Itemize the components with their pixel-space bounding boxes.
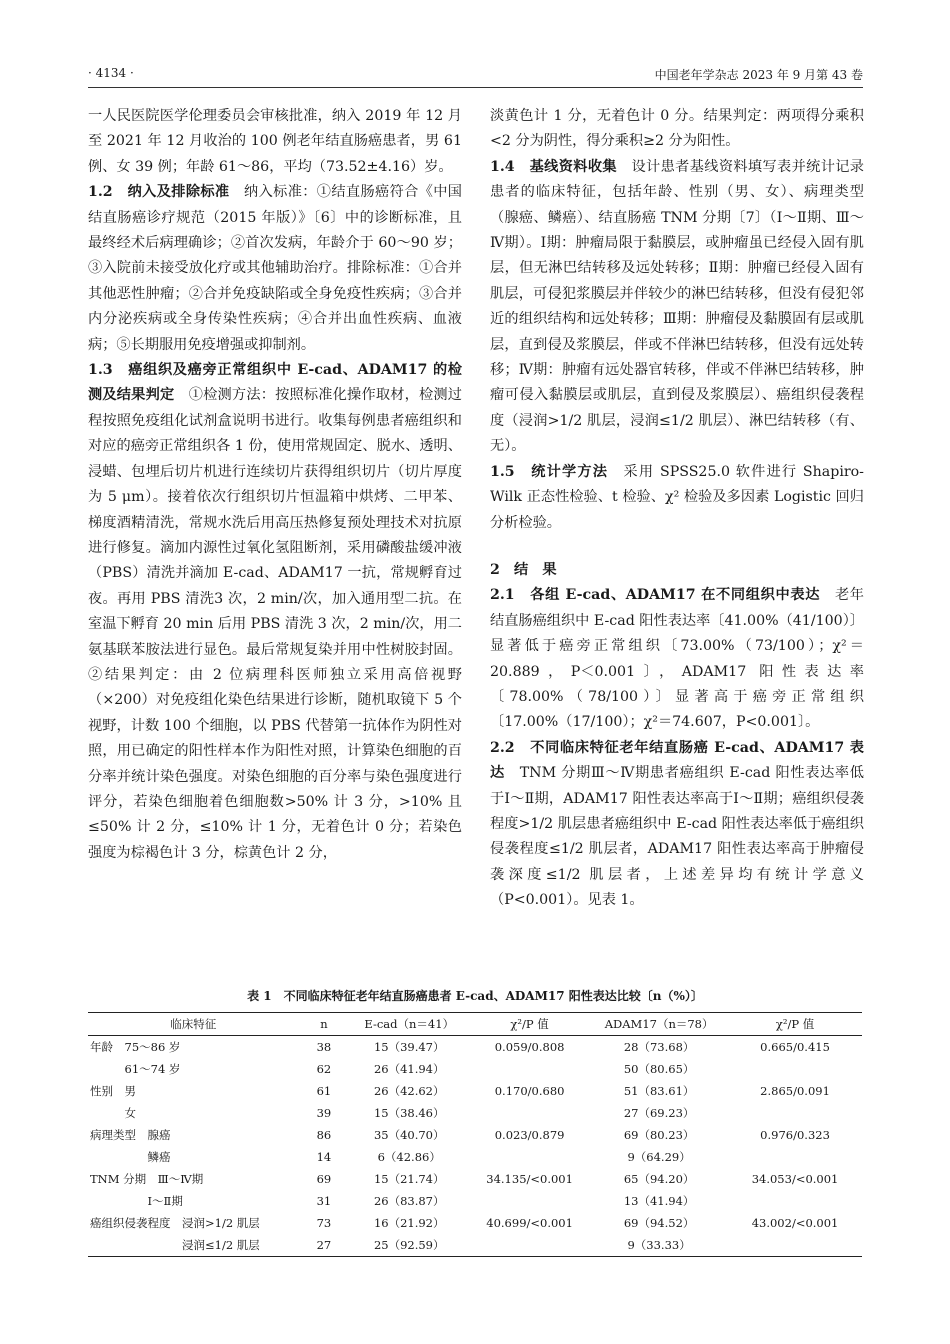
table-cell: 43.002/<0.001 — [751, 1216, 839, 1230]
table-row — [88, 1168, 862, 1190]
column-header: χ²/P 值 — [728, 1013, 862, 1036]
table-cell: 27 — [298, 1234, 349, 1257]
table-cell: TNM 分期 Ⅲ～Ⅳ期 — [90, 1172, 204, 1186]
table-cell: 51（83.61） — [623, 1084, 695, 1098]
table-cell — [728, 1234, 862, 1257]
table-row — [88, 1146, 862, 1168]
table-cell: 73 — [316, 1216, 332, 1230]
table-cell: 40.699/<0.001 — [486, 1216, 573, 1230]
table-cell: Ⅰ～Ⅱ期 — [90, 1194, 183, 1208]
table-cell: 27（69.23） — [623, 1106, 695, 1120]
table-cell: 16（21.92） — [373, 1216, 445, 1230]
table-cell: 2.865/0.091 — [760, 1084, 830, 1098]
table-cell — [728, 1146, 862, 1168]
paragraph: 2.1 各组 E-cad、ADAM17 在不同组织中表达 老年结直肠癌组织中 E-cad 阳性表达率〔41.00%（41/100）〕显著低于癌旁正常组织〔73.00%（73/100）；χ²＝20.889，P＜0.001〕，ADAM17 阳性表达率〔78.00%（78/100）〕显著高于癌旁正常组织〔17.00%（17/100）；χ²＝74.607，P<0.001〕。 — [490, 587, 864, 731]
table-row — [88, 1234, 862, 1257]
header-divider — [88, 87, 863, 88]
table-cell: 39 — [316, 1106, 332, 1120]
table-row — [88, 1124, 862, 1146]
table-cell — [728, 1190, 862, 1212]
table-cell: 15（38.46） — [373, 1106, 445, 1120]
paragraph: 淡黄色计 1 分，无着色计 0 分。结果判定：两项得分乘积<2 分为阴性，得分乘积≥2 分为阳性。 — [490, 108, 864, 150]
table-cell: 0.023/0.879 — [494, 1128, 565, 1142]
paragraph: 1.2 纳入及排除标准 纳入标准：①结直肠癌符合《中国结直肠癌诊疗规范（2015 年版）》〔6〕中的诊断标准，且最终经术后病理确诊；②首次发病，年龄介于 60～90 岁；③入院前未接受放化疗或其他辅助治疗。排除标准：①合并其他恶性肿瘤；②合并免疫缺陷或全身免疫性疾病；③合并内分泌疾病或全身传染性疾病；④合并出血性疾病、血液病；⑤长期服用免疫增强或抑制剂。 — [88, 184, 462, 353]
table-row — [88, 1102, 862, 1124]
table-cell: 65（94.20） — [623, 1172, 695, 1186]
table-cell: 15（21.74） — [373, 1172, 445, 1186]
table-cell: 鳞癌 — [90, 1150, 171, 1164]
table-cell — [469, 1190, 590, 1212]
table-cell: 13（41.94） — [623, 1194, 695, 1208]
left-column — [88, 104, 462, 866]
table-row — [88, 1036, 862, 1059]
results-table — [88, 1012, 862, 1257]
table-cell: 9（64.29） — [627, 1150, 691, 1164]
table-cell: 病理类型 腺癌 — [90, 1128, 171, 1142]
table-cell: 15（39.47） — [373, 1040, 445, 1054]
table-cell: 61～74 岁 — [90, 1062, 181, 1076]
table-header-row — [88, 1013, 862, 1036]
table-row — [88, 1058, 862, 1080]
column-header: ADAM17（n＝78） — [590, 1013, 728, 1036]
table-cell: 26（41.94） — [373, 1062, 445, 1076]
table-row — [88, 1190, 862, 1212]
table-cell: 0.059/0.808 — [494, 1040, 565, 1054]
table-cell: 34.135/<0.001 — [486, 1172, 573, 1186]
table-body — [88, 1036, 862, 1257]
table-cell: 0.665/0.415 — [760, 1040, 830, 1054]
paragraph: 1.4 基线资料收集 设计患者基线资料填写表并统计记录患者的临床特征，包括年龄、性别（男、女）、病理类型（腺癌、鳞癌）、结直肠癌 TNM 分期〔7〕（Ⅰ～Ⅱ期、Ⅲ～Ⅳ期）。Ⅰ期：肿瘤局限于黏膜层，或肿瘤虽已经侵入固有肌层，但无淋巴结转移及远处转移；Ⅱ期：肿瘤已经侵入固有肌层，可侵犯浆膜层并伴较少的淋巴结转移，但没有侵犯邻近的组织结构和远处转移；Ⅲ期：肿瘤侵及黏膜固有层或肌层，直到侵及浆膜层，伴或不伴淋巴结转移，但没有远处转移；Ⅳ期：肿瘤有远处器官转移，伴或不伴淋巴结转移，肿瘤可侵入黏膜层或肌层，直到侵及浆膜层）、癌组织侵袭程度（浸润>1/2 肌层，浸润≤1/2 肌层）、淋巴结转移（有、无）。 — [490, 158, 864, 455]
right-column — [490, 104, 864, 914]
table-cell — [469, 1234, 590, 1257]
table-cell: 28（73.68） — [623, 1040, 695, 1054]
table-cell: 25（92.59） — [349, 1234, 469, 1257]
journal-title: 中国老年学杂志 2023 年 9 月第 43 卷 — [654, 68, 863, 82]
table-cell: 50（80.65） — [623, 1062, 695, 1076]
table-cell: 38 — [316, 1040, 332, 1054]
table-cell: 女 — [90, 1106, 136, 1120]
table-cell: 性别 男 — [90, 1084, 136, 1098]
table-cell: 34.053/<0.001 — [751, 1172, 839, 1186]
paragraph: 1.3 癌组织及癌旁正常组织中 E-cad、ADAM17 的检测及结果判定 ①检测方法：按照标准化操作取材，检测过程按照免疫组化试剂盒说明书进行。收集每例患者癌组织和对应的癌旁正常组织各 1 份，使用常规固定、脱水、透明、浸蜡、包埋后切片机进行连续切片获得组织切片（切片厚度为 5 μm）。接着依次行组织切片恒温箱中烘烤、二甲苯、梯度酒精清洗，常规水洗后用高压热修复预处理技术对抗原进行修复。滴加内源性过氧化氢阻断剂，采用磷酸盐缓冲液（PBS）清洗并滴加 E-cad、ADAM17 一抗，常规孵育过夜。再用 PBS 清洗3 次，2 min/次，加入通用型二抗。在室温下孵育 20 min 后用 PBS 清洗 3 次，2 min/次，用二氨基联苯胺法进行显色。最后常规复染并用中性树胶封固。②结果判定：由 2 位病理科医师独立采用高倍视野（×200）对免疫组化染色结果进行诊断，随机取镜下 5 个视野，计数 100 个细胞，以 PBS 代替第一抗体作为阴性对照，用已确定的阳性样本作为阳性对照，计算染色细胞的百分率并统计染色强度。对染色细胞的百分率与染色强度进行评分，若染色细胞着色细胞数>50% 计 3 分，>10% 且≤50% 计 2 分，≤10% 计 1 分，无着色计 0 分；若染色强度为棕褐色计 3 分，棕黄色计 2 分， — [88, 362, 462, 861]
table-row — [88, 1212, 862, 1234]
table-cell: 69（94.52） — [623, 1216, 695, 1230]
table-cell: 69 — [316, 1172, 332, 1186]
table-cell: 浸润≤1/2 肌层 — [88, 1234, 298, 1257]
table-cell: 癌组织侵袭程度 浸润>1/2 肌层 — [90, 1216, 260, 1230]
table-caption: 表 1 不同临床特征老年结直肠癌患者 E-cad、ADAM17 阳性表达比较〔n（%）〕 — [247, 989, 703, 1003]
column-header: 临床特征 — [88, 1013, 298, 1036]
table-cell — [469, 1146, 590, 1168]
table-cell: 6（42.86） — [377, 1150, 441, 1164]
paragraph: 1.5 统计学方法 采用 SPSS25.0 软件进行 Shapiro-Wilk 正态性检验、t 检验、χ² 检验及多因素 Logistic 回归分析检验。 — [490, 463, 864, 531]
table-cell: 35（40.70） — [373, 1128, 445, 1142]
table-cell: 61 — [316, 1084, 332, 1098]
column-header: χ²/P 值 — [469, 1013, 590, 1036]
table-cell: 62 — [316, 1062, 332, 1076]
table-cell — [728, 1102, 862, 1124]
table-cell: 69（80.23） — [623, 1128, 695, 1142]
table-cell: 86 — [316, 1128, 332, 1142]
column-header: E-cad（n＝41） — [349, 1013, 469, 1036]
table-cell: 0.976/0.323 — [760, 1128, 830, 1142]
table-cell: 31 — [316, 1194, 332, 1208]
table-cell — [469, 1058, 590, 1080]
paragraph: 2.2 不同临床特征老年结直肠癌 E-cad、ADAM17 表达 TNM 分期Ⅲ～Ⅳ期患者癌组织 E-cad 阳性表达率低于Ⅰ～Ⅱ期，ADAM17 阳性表达率高于Ⅰ～Ⅱ期；癌组织侵袭程度>1/2 肌层患者癌组织中 E-cad 阳性表达率低于癌组织侵袭程度≤1/2 肌层者，ADAM17 阳性表达率高于肿瘤侵袭深度≤1/2 肌层者，上述差异均有统计学意义（P<0.001）。见表 1。 — [490, 739, 864, 909]
table-cell — [469, 1102, 590, 1124]
column-header: n — [298, 1013, 349, 1036]
table-cell: 年龄 75～86 岁 — [90, 1040, 181, 1054]
table-cell: 14 — [316, 1150, 332, 1164]
table-cell — [728, 1058, 862, 1080]
table-row — [88, 1080, 862, 1102]
table-cell: 0.170/0.680 — [494, 1084, 565, 1098]
paragraph: 一人民医院医学伦理委员会审核批准，纳入 2019 年 12 月至 2021 年 12 月收治的 100 例老年结直肠癌患者，男 61 例、女 39 例；年龄 61～86，平均（73.52±4.16）岁。 — [88, 108, 462, 175]
table-cell: 26（83.87） — [373, 1194, 445, 1208]
table-cell: 26（42.62） — [373, 1084, 445, 1098]
page-number: · 4134 · — [88, 66, 134, 80]
section-heading: 2 结 果 — [490, 561, 557, 578]
table-cell: 9（33.33） — [590, 1234, 728, 1257]
